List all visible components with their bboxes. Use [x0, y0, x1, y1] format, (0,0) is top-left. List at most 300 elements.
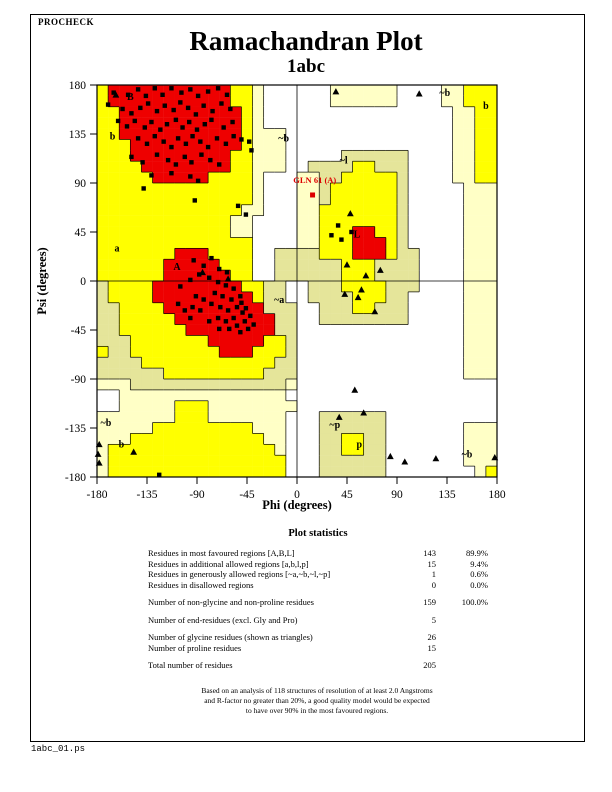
region-cell — [119, 205, 130, 216]
region-cell — [253, 172, 264, 183]
region-cell — [186, 248, 197, 259]
residue-square — [136, 136, 140, 140]
region-cell — [130, 205, 141, 216]
y-tick-label: -180 — [64, 472, 86, 484]
region-cell — [464, 357, 475, 368]
region-cell — [186, 390, 197, 401]
stats-pct: 100.0% — [461, 597, 488, 607]
region-cell — [97, 129, 108, 140]
region-cell — [241, 259, 252, 270]
region-cell — [486, 259, 497, 270]
residue-square — [194, 294, 198, 298]
region-cell — [486, 368, 497, 379]
region-cell — [264, 423, 275, 434]
residue-square — [136, 87, 140, 91]
residue-square — [248, 314, 252, 318]
region-cell — [175, 237, 186, 248]
region-cell — [186, 444, 197, 455]
region-cell — [141, 107, 152, 118]
residue-square — [240, 310, 244, 314]
region-cell — [230, 390, 241, 401]
region-cell — [141, 335, 152, 346]
highlight-label: GLN 61 (A) — [293, 175, 337, 185]
region-cell — [141, 346, 152, 357]
region-cell — [330, 433, 341, 444]
stats-gap — [148, 590, 488, 597]
region-cell — [141, 129, 152, 140]
region-cell — [386, 314, 397, 325]
region-cell — [119, 455, 130, 466]
region-cell — [186, 423, 197, 434]
region-cell — [353, 183, 364, 194]
residue-square — [143, 125, 147, 129]
region-cell — [97, 107, 108, 118]
region-cell — [241, 161, 252, 172]
region-cell — [130, 368, 141, 379]
region-cell — [108, 216, 119, 227]
region-cell — [364, 183, 375, 194]
region-cell — [141, 401, 152, 412]
region-cell — [164, 129, 175, 140]
region-cell — [230, 455, 241, 466]
region-cell — [208, 194, 219, 205]
region-cell — [253, 183, 264, 194]
region-cell — [197, 357, 208, 368]
region-cell — [164, 390, 175, 401]
region-cell — [208, 379, 219, 390]
region-cell — [186, 237, 197, 248]
region-cell — [397, 227, 408, 238]
region-cell — [408, 259, 419, 270]
region-cell — [375, 194, 386, 205]
region-cell — [253, 303, 264, 314]
region-cell — [308, 281, 319, 292]
region-cell — [341, 183, 352, 194]
region-cell — [241, 237, 252, 248]
residue-square — [224, 142, 228, 146]
region-cell — [219, 205, 230, 216]
region-cell — [275, 444, 286, 455]
region-cell — [475, 259, 486, 270]
region-cell — [475, 85, 486, 96]
region-cell — [208, 444, 219, 455]
residue-square — [207, 319, 211, 323]
region-cell — [264, 161, 275, 172]
y-tick-label: -135 — [64, 423, 86, 435]
residue-square — [231, 316, 235, 320]
region-cell — [453, 129, 464, 140]
stats-row — [148, 569, 488, 580]
region-cell — [364, 423, 375, 434]
region-cell — [375, 96, 386, 107]
region-cell — [108, 259, 119, 270]
footnote-line: Based on an analysis of 118 structures of resolution of at least 2.0 Angstroms — [201, 686, 433, 695]
region-cell — [375, 216, 386, 227]
region-cell — [208, 237, 219, 248]
region-cell — [341, 466, 352, 477]
region-cell — [153, 118, 164, 129]
region-cell — [119, 248, 130, 259]
region-cell — [286, 270, 297, 281]
region-cell — [119, 314, 130, 325]
region-label: b — [118, 439, 125, 451]
region-cell — [208, 433, 219, 444]
region-cell — [353, 205, 364, 216]
stats-val: 1 — [431, 569, 436, 579]
region-cell — [264, 379, 275, 390]
region-cell — [230, 423, 241, 434]
region-cell — [175, 390, 186, 401]
y-tick-label: 180 — [68, 80, 86, 92]
region-cell — [175, 325, 186, 336]
region-cell — [353, 172, 364, 183]
region-cell — [308, 248, 319, 259]
region-cell — [341, 270, 352, 281]
residue-square — [153, 134, 157, 138]
region-cell — [197, 205, 208, 216]
region-cell — [230, 172, 241, 183]
region-cell — [341, 216, 352, 227]
region-cell — [241, 85, 252, 96]
region-cell — [386, 259, 397, 270]
region-cell — [275, 401, 286, 412]
stats-pct: 9.4% — [470, 558, 488, 569]
region-label: a — [114, 243, 120, 255]
region-cell — [397, 150, 408, 161]
region-cell — [241, 346, 252, 357]
region-cell — [486, 303, 497, 314]
region-cell — [119, 335, 130, 346]
region-cell — [153, 455, 164, 466]
region-cell — [219, 194, 230, 205]
region-cell — [464, 346, 475, 357]
region-cell — [475, 216, 486, 227]
region-cell — [208, 423, 219, 434]
region-cell — [141, 281, 152, 292]
region-cell — [297, 270, 308, 281]
region-label: ~b — [439, 87, 451, 99]
region-cell — [464, 96, 475, 107]
region-cell — [486, 314, 497, 325]
residue-square — [184, 142, 188, 146]
region-cell — [97, 314, 108, 325]
region-cell — [330, 292, 341, 303]
region-cell — [97, 139, 108, 150]
region-cell — [464, 139, 475, 150]
region-cell — [375, 183, 386, 194]
region-cell — [219, 183, 230, 194]
region-cell — [97, 85, 108, 96]
region-cell — [241, 444, 252, 455]
region-label: p — [356, 439, 363, 451]
region-cell — [397, 314, 408, 325]
region-cell — [341, 172, 352, 183]
region-cell — [108, 455, 119, 466]
region-cell — [164, 368, 175, 379]
residue-square — [206, 145, 210, 149]
region-cell — [275, 314, 286, 325]
region-cell — [141, 368, 152, 379]
region-cell — [108, 107, 119, 118]
residue-square — [193, 198, 197, 202]
region-cell — [130, 401, 141, 412]
region-cell — [464, 85, 475, 96]
region-cell — [186, 466, 197, 477]
region-cell — [97, 303, 108, 314]
region-cell — [153, 444, 164, 455]
region-cell — [175, 172, 186, 183]
region-cell — [175, 455, 186, 466]
region-cell — [141, 423, 152, 434]
region-cell — [264, 346, 275, 357]
region-cell — [386, 292, 397, 303]
region-cell — [230, 412, 241, 423]
region-cell — [264, 368, 275, 379]
residue-square — [198, 308, 202, 312]
region-cell — [364, 227, 375, 238]
region-cell — [397, 281, 408, 292]
glycine-triangle — [416, 90, 423, 96]
stats-lbl: Residues in disallowed regions — [148, 579, 254, 590]
region-cell — [308, 292, 319, 303]
residue-square — [125, 124, 129, 128]
region-cell — [253, 107, 264, 118]
region-cell — [386, 205, 397, 216]
region-cell — [275, 412, 286, 423]
region-cell — [364, 248, 375, 259]
region-cell — [130, 227, 141, 238]
region-cell — [253, 150, 264, 161]
residue-square — [216, 316, 220, 320]
region-cell — [175, 216, 186, 227]
region-cell — [175, 401, 186, 412]
region-cell — [397, 248, 408, 259]
region-cell — [119, 259, 130, 270]
region-cell — [241, 118, 252, 129]
residue-square — [209, 256, 213, 260]
region-cell — [286, 259, 297, 270]
residue-square — [221, 125, 225, 129]
region-cell — [219, 216, 230, 227]
stats-pct: 0.0% — [470, 579, 488, 590]
region-cell — [353, 85, 364, 96]
region-cell — [119, 150, 130, 161]
region-cell — [97, 292, 108, 303]
region-cell — [153, 172, 164, 183]
region-cell — [353, 455, 364, 466]
region-cell — [130, 357, 141, 368]
stats-row — [148, 660, 488, 671]
region-cell — [130, 455, 141, 466]
residue-square — [220, 294, 224, 298]
region-cell — [219, 368, 230, 379]
region-cell — [230, 259, 241, 270]
region-cell — [475, 270, 486, 281]
region-cell — [319, 205, 330, 216]
region-cell — [275, 433, 286, 444]
region-cell — [253, 466, 264, 477]
region-cell — [186, 368, 197, 379]
residue-square — [209, 118, 213, 122]
region-cell — [253, 96, 264, 107]
region-cell — [230, 433, 241, 444]
region-label: L — [353, 229, 361, 241]
region-cell — [241, 96, 252, 107]
region-cell — [108, 314, 119, 325]
region-cell — [108, 357, 119, 368]
residue-square — [160, 93, 164, 97]
region-cell — [230, 194, 241, 205]
region-cell — [175, 423, 186, 434]
region-cell — [108, 281, 119, 292]
region-cell — [253, 335, 264, 346]
stats-lbl: Number of proline residues — [148, 642, 242, 653]
region-cell — [253, 379, 264, 390]
region-cell — [153, 205, 164, 216]
residue-square — [149, 120, 153, 124]
region-cell — [341, 423, 352, 434]
residue-square — [228, 107, 232, 111]
region-cell — [297, 205, 308, 216]
residue-square — [207, 276, 211, 280]
region-cell — [341, 194, 352, 205]
residue-square — [183, 155, 187, 159]
region-cell — [364, 314, 375, 325]
residue-square — [231, 134, 235, 138]
page-title: Ramachandran Plot — [189, 26, 423, 56]
region-cell — [219, 150, 230, 161]
region-cell — [275, 325, 286, 336]
region-cell — [253, 205, 264, 216]
region-cell — [208, 368, 219, 379]
region-cell — [130, 314, 141, 325]
residue-square — [153, 86, 157, 90]
region-cell — [264, 412, 275, 423]
region-cell — [364, 444, 375, 455]
residue-square — [213, 291, 217, 295]
region-cell — [108, 150, 119, 161]
region-cell — [375, 161, 386, 172]
region-cell — [153, 325, 164, 336]
region-cell — [197, 346, 208, 357]
residue-square — [215, 136, 219, 140]
region-cell — [308, 205, 319, 216]
region-cell — [386, 150, 397, 161]
region-cell — [230, 368, 241, 379]
region-cell — [319, 216, 330, 227]
region-cell — [464, 270, 475, 281]
region-cell — [175, 357, 186, 368]
region-label: ~a — [274, 294, 285, 306]
residue-square — [224, 319, 228, 323]
region-cell — [397, 237, 408, 248]
stats-val: 5 — [431, 614, 436, 625]
region-cell — [319, 227, 330, 238]
region-cell — [264, 281, 275, 292]
stats-row — [148, 580, 488, 591]
region-cell — [397, 270, 408, 281]
region-cell — [475, 335, 486, 346]
x-tick-label: 180 — [488, 489, 506, 501]
region-cell — [475, 281, 486, 292]
residue-square — [224, 283, 228, 287]
region-cell — [275, 270, 286, 281]
region-cell — [397, 303, 408, 314]
region-cell — [464, 303, 475, 314]
region-cell — [319, 444, 330, 455]
region-cell — [353, 150, 364, 161]
glycine-triangle — [351, 386, 358, 392]
region-cell — [353, 96, 364, 107]
region-cell — [130, 237, 141, 248]
region-cell — [319, 161, 330, 172]
region-cell — [108, 346, 119, 357]
residue-square — [176, 302, 180, 306]
region-cell — [141, 379, 152, 390]
region-cell — [141, 205, 152, 216]
residue-square — [201, 264, 205, 268]
region-cell — [119, 379, 130, 390]
region-cell — [286, 368, 297, 379]
region-cell — [230, 96, 241, 107]
region-label: ~b — [100, 417, 112, 429]
region-cell — [164, 292, 175, 303]
region-cell — [97, 183, 108, 194]
region-cell — [219, 379, 230, 390]
region-cell — [386, 227, 397, 238]
region-cell — [397, 216, 408, 227]
residue-square — [243, 319, 247, 323]
residue-square — [201, 103, 205, 107]
region-cell — [286, 379, 297, 390]
region-cell — [475, 357, 486, 368]
residue-square — [169, 171, 173, 175]
region-cell — [141, 292, 152, 303]
region-cell — [108, 172, 119, 183]
region-cell — [475, 172, 486, 183]
region-cell — [197, 248, 208, 259]
region-cell — [475, 139, 486, 150]
structure-id: 1abc — [287, 56, 325, 77]
region-cell — [97, 216, 108, 227]
region-cell — [253, 281, 264, 292]
region-cell — [219, 346, 230, 357]
region-cell — [141, 303, 152, 314]
region-cell — [386, 85, 397, 96]
region-cell — [164, 194, 175, 205]
region-cell — [153, 368, 164, 379]
region-cell — [153, 216, 164, 227]
region-cell — [186, 346, 197, 357]
region-cell — [297, 259, 308, 270]
region-cell — [308, 237, 319, 248]
region-cell — [241, 401, 252, 412]
region-cell — [230, 346, 241, 357]
stats-gap — [148, 608, 488, 615]
region-cell — [453, 172, 464, 183]
region-cell — [119, 466, 130, 477]
region-cell — [453, 161, 464, 172]
region-cell — [375, 433, 386, 444]
region-cell — [153, 379, 164, 390]
region-cell — [130, 270, 141, 281]
x-tick-label: 0 — [294, 489, 300, 501]
region-cell — [486, 335, 497, 346]
stats-row — [148, 548, 488, 559]
residue-square — [244, 212, 248, 216]
region-cell — [97, 194, 108, 205]
region-cell — [208, 455, 219, 466]
